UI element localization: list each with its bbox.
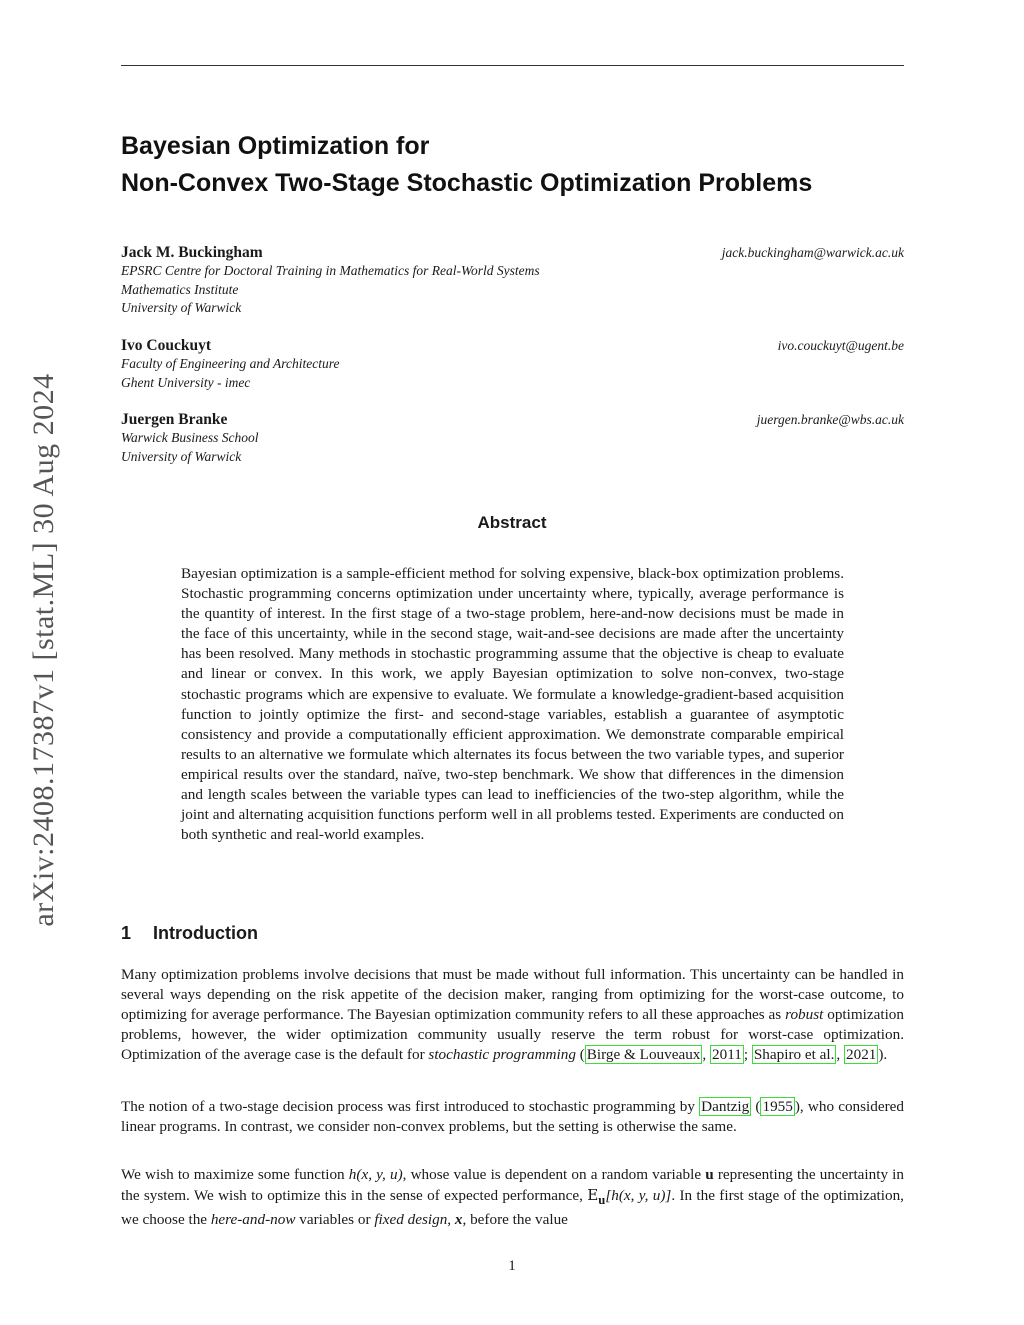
citation-link[interactable]: 2021 <box>846 1046 877 1063</box>
text-run: ( <box>751 1098 761 1115</box>
math-subscript: u <box>598 1193 606 1208</box>
emphasis: fixed design <box>374 1211 448 1229</box>
citation-link[interactable]: 2011 <box>712 1046 742 1063</box>
text-run: representing the uncertainty in the system. We wish to optimize this in the sense of expected performance, <box>121 1166 904 1204</box>
text-run: , <box>836 1046 844 1063</box>
arxiv-stamp: arXiv:2408.17387v1 [stat.ML] 30 Aug 2024 <box>27 373 60 927</box>
text-run: We wish to maximize some function <box>121 1166 349 1183</box>
text-run: Many optimization problems involve decisions that must be made without full information. This uncertainty can be handled in several ways depending on the risk appetite of the decision maker, ranging from optimizing for the worst-case outcome, to optimizing for average performance. The Bayesian optimization community refers to all these approaches as <box>121 966 904 1023</box>
text-run: variables or <box>295 1211 375 1229</box>
author-block <box>121 336 904 392</box>
citation-link[interactable]: Shapiro et al. <box>753 1046 835 1063</box>
author-affiliation: Ghent University - imec <box>121 374 251 390</box>
top-rule <box>121 65 904 66</box>
section-number: 1 <box>121 923 132 943</box>
paper-title <box>121 128 921 202</box>
paragraph <box>121 965 904 1065</box>
author-email[interactable]: juergen.branke@wbs.ac.uk <box>756 412 904 427</box>
author-block <box>121 243 904 318</box>
text-run: ; <box>743 1046 752 1063</box>
page-number: 1 <box>508 1258 516 1274</box>
text-run: , whose value is dependent on a random variable <box>402 1166 706 1183</box>
citation-link[interactable]: Birge & Louveaux <box>586 1046 701 1063</box>
paragraph <box>121 1097 904 1137</box>
emphasis: stochastic programming <box>428 1046 576 1063</box>
text-run: The notion of a two-stage decision process was first introduced to stochastic programming by <box>121 1098 700 1115</box>
text-run: , <box>447 1211 455 1229</box>
math-expression: [h(x, y, u)] <box>605 1187 672 1204</box>
author-affiliation: University of Warwick <box>121 300 242 315</box>
math-symbol: u <box>705 1166 714 1183</box>
author-email[interactable]: ivo.couckuyt@ugent.be <box>777 338 904 353</box>
text-run: optimization problems, however, the wider optimization community usually reserve the term robust for worst-case optimization. Optimization of the average case is the default for <box>121 1006 904 1063</box>
text-run: , before the value <box>462 1211 568 1229</box>
emphasis: robust <box>785 1006 824 1023</box>
author-affiliation: Warwick Business School <box>121 430 259 445</box>
author-name: Juergen Branke <box>121 411 228 428</box>
title-line-1: Bayesian Optimization for <box>121 132 430 160</box>
author-affiliation: EPSRC Centre for Doctoral Training in Mathematics for Real-World Systems <box>121 263 540 278</box>
text-run: ). <box>878 1046 888 1063</box>
math-symbol: x <box>454 1211 463 1229</box>
author-affiliation: Faculty of Engineering and Architecture <box>121 356 340 371</box>
emphasis: here-and-now <box>210 1211 296 1229</box>
author-email[interactable]: jack.buckingham@warwick.ac.uk <box>721 245 904 260</box>
text-run: , <box>702 1046 710 1063</box>
author-name: Jack M. Buckingham <box>121 244 263 261</box>
citation-link[interactable]: Dantzig <box>701 1098 750 1115</box>
section-title: Introduction <box>153 923 258 943</box>
abstract-text: Bayesian optimization is a sample-efficient method for solving expensive, black-box optimization problems. Stochastic programming concerns optimization under uncertainty where, typically, average performance is the quantity of interest. In the first stage of a two-stage problem, here-and-now decisions must be made in the face of this uncertainty, while in the second stage, wait-and-see decisions are made after the uncertainty has been resolved. Many methods in stochastic programming assume that the objective is cheap to evaluate and linear or convex. In this work, we apply Bayesian optimization to solve non-convex, two-stage stochastic programs which are expensive to evaluate. We formulate a knowledge-gradient-based acquisition function to jointly optimize the first- and second-stage variables, establish a guarantee of asymptotic consistency and provide a computationally efficient approximation. We demonstrate comparable empirical results to an alternative we formulate which alternates its focus between the two variable types, and superior empirical results over the standard, naïve, two-step benchmark. We show that differences in the dimension and length scales between the variable types can lead to inefficiencies of the two-step algorithm, while the joint and alternating acquisition functions perform well in all problems tested. Experiments are conducted on both synthetic and real-world examples. <box>181 565 844 844</box>
citation-link[interactable]: 1955 <box>762 1098 793 1115</box>
math-expression: h(x, y, u) <box>348 1166 403 1183</box>
section-heading <box>121 923 258 944</box>
text-run: ), who considered linear programs. In contrast, we consider non-convex problems, but the setting is otherwise the same. <box>121 1098 904 1135</box>
math-expectation: E <box>587 1186 599 1204</box>
text-run: ( <box>575 1046 585 1063</box>
paragraph <box>121 1165 904 1230</box>
author-block <box>121 410 904 466</box>
author-affiliation: Mathematics Institute <box>121 281 239 297</box>
author-affiliation: University of Warwick <box>121 448 242 464</box>
text-run: . In the first stage of the optimization, we choose the <box>121 1187 904 1229</box>
author-name: Ivo Couckuyt <box>121 337 212 354</box>
title-line-2: Non-Convex Two-Stage Stochastic Optimization Problems <box>121 169 813 197</box>
abstract-heading: Abstract <box>477 513 547 532</box>
